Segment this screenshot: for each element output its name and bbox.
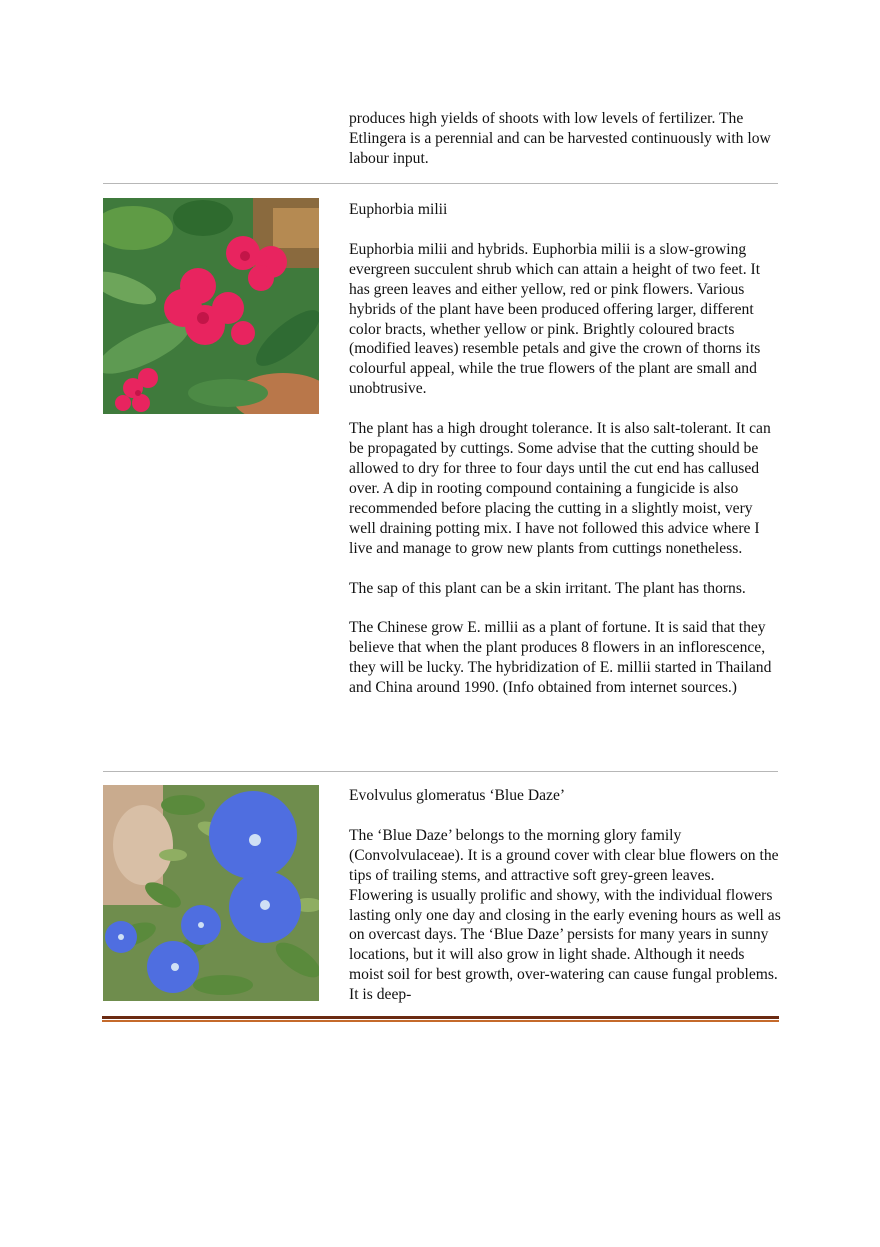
euphorbia-title: Euphorbia milii	[349, 201, 448, 218]
euphorbia-text	[349, 200, 781, 698]
euphorbia-image	[103, 198, 319, 414]
footer-rule-dark	[102, 1016, 779, 1019]
section-divider	[103, 183, 778, 184]
intro-block	[349, 109, 781, 169]
section-divider	[103, 771, 778, 772]
intro-paragraph: produces high yields of shoots with low levels of fertilizer. The Etlingera is a perennial and can be harvested continuously with low labour input.	[349, 110, 771, 167]
euphorbia-paragraph-2: The plant has a high drought tolerance. It is also salt-tolerant. It can be propagated by cuttings. Some advise that the cutting should be allowed to dry for three to four days until the cut end has callused over. A dip in rooting compound containing a fungicide is also recommended before placing the cutting in a slightly moist, very well draining potting mix. I have not followed this advice where I live and manage to grow new plants from cuttings nonetheless.	[349, 420, 771, 557]
euphorbia-photo	[103, 198, 319, 414]
euphorbia-paragraph-4: The Chinese grow E. millii as a plant of fortune. It is said that they believe that when the plant produces 8 flowers in an inflorescence, they will be lucky. The hybridization of E. millii started in Thailand and China around 1990. (Info obtained from internet sources.)	[349, 619, 772, 697]
euphorbia-paragraph-1: Euphorbia milii and hybrids. Euphorbia milii is a slow-growing evergreen succulent shrub which can attain a height of two feet. It has green leaves and either yellow, red or pink flowers. Various hybrids of the plant have been produced offering larger, different color bracts, whether yellow or pink. Brightly coloured bracts (modified leaves) resemble petals and give the crown of thorns its colourful appeal, while the true flowers of the plant are small and unobtrusive.	[349, 240, 761, 398]
blue-daze-photo	[103, 785, 319, 1001]
blue-daze-text	[349, 786, 781, 1005]
footer-rule-light	[102, 1020, 779, 1022]
blue-daze-image	[103, 785, 319, 1001]
blue-daze-paragraph-1: The ‘Blue Daze’ belongs to the morning glory family (Convolvulaceae). It is a ground cover with clear blue flowers on the tips of trailing stems, and attractive soft grey-green leaves. Flowering is usually prolific and showy, with the individual flowers lasting only one day and closing in the early evening hours as well as on overcast days. The ‘Blue Daze’ persists for many years in sunny locations, but it will also grow in light shade. Although it needs moist soil for best growth, over-watering can cause fungal problems. It is deep-	[349, 826, 781, 1004]
euphorbia-paragraph-3: The sap of this plant can be a skin irritant. The plant has thorns.	[349, 579, 746, 597]
blue-daze-title: Evolvulus glomeratus ‘Blue Daze’	[349, 787, 566, 804]
